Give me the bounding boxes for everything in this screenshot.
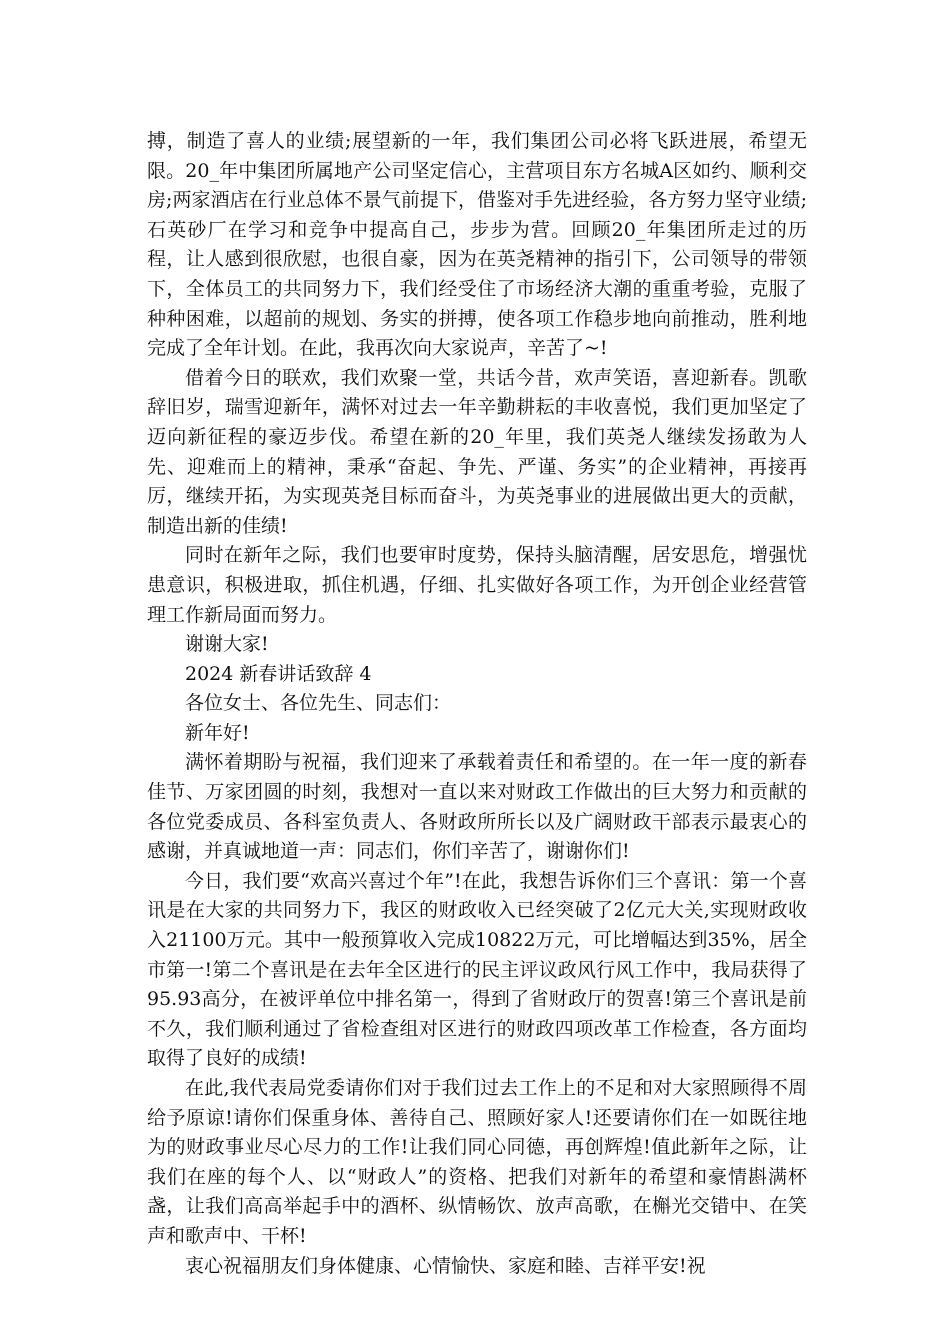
paragraph-10: 在此,我代表局党委请你们对于我们过去工作上的不足和对大家照顾得不周给予原谅!请你们保重身体、善待自己、照顾好家人!还要请你们在一如既往地为的财政事业尽心尽力的工作!让我们同心同德，再创辉煌!值此新年之际，让我们在座的每个人、以“财政人”的资格、把我们对新年的希望和豪情斟满杯盏，让我们高高举起手中的酒杯、纵情畅饮、放声高歌，在槲光交错中、在笑声和歌声中、干杯! — [147, 1077, 807, 1247]
document-body — [147, 127, 807, 1281]
salutation: 各位女士、各位先生、同志们： — [185, 692, 452, 715]
paragraph-1: 搏，制造了喜人的业绩;展望新的一年，我们集团公司必将飞跃进展，希望无限。20_年中集团所属地产公司坚定信心，主营项目东方名城A区如约、顺利交房;两家酒店在行业总体不景气前提下，借鉴对手先进经验，各方努力坚守业绩;石英砂厂在学习和竞争中提高自己，步步为营。回顾20_年集团所走过的历程，让人感到很欣慰，也很自豪，因为在英尧精神的指引下，公司领导的带领下，全体员工的共同努力下，我们经受住了市场经济大潮的重重考验，克服了种种困难，以超前的规划、务实的拼搏，使各项工作稳步地向前推动，胜利地完成了全年计划。在此，我再次向大家说声，辛苦了~! — [147, 130, 807, 360]
closing-thanks: 谢谢大家! — [185, 633, 269, 656]
paragraph-3: 同时在新年之际，我们也要审时度势，保持头脑清醒，居安思危，增强忧患意识，积极进取，抓住机遇，仔细、扎实做好各项工作，为开创企业经营管理工作新局面而努力。 — [147, 544, 807, 626]
paragraph-9: 今日，我们要“欢高兴喜过个年”!在此，我想告诉你们三个喜讯：第一个喜讯是在大家的共同努力下，我区的财政收入已经突破了2亿元大关,实现财政收入21100万元。其中一般预算收入完成10822万元，可比增幅达到35%，居全市第一!第二个喜讯是在去年全区进行的民主评议政风行风工作中，我局获得了95.93高分，在被评单位中排名第一，得到了省财政厅的贺喜!第三个喜讯是前不久，我们顺利通过了省检查组对区进行的财政四项改革工作检查，各方面均取得了良好的成绩! — [147, 869, 807, 1070]
greeting: 新年好! — [185, 721, 250, 744]
paragraph-11: 衷心祝福朋友们身体健康、心情愉快、家庭和睦、吉祥平安!祝 — [185, 1254, 706, 1277]
paragraph-2: 借着今日的联欢，我们欢聚一堂，共话今昔，欢声笑语，喜迎新春。凯歌辞旧岁，瑞雪迎新年，满怀对过去一年辛勤耕耘的丰收喜悦，我们更加坚定了迈向新征程的豪迈步伐。希望在新的20_年里，我们英尧人继续发扬敢为人先、迎难而上的精神，秉承“奋起、争先、严谨、务实”的企业精神，再接再厉，继续开拓，为实现英尧目标而奋斗，为英尧事业的进展做出更大的贡献，制造出新的佳绩! — [147, 366, 807, 537]
paragraph-8: 满怀着期盼与祝福，我们迎来了承载着责任和希望的。在一年一度的新春佳节、万家团圆的时刻，我想对一直以来对财政工作做出的巨大努力和贡献的各位党委成员、各科室负责人、各财政所所长以及广阔财政干部表示最衷心的感谢，并真诚地道一声：同志们，你们辛苦了，谢谢你们! — [147, 751, 807, 863]
section-heading: 2024 新春讲话致辞 4 — [185, 662, 372, 685]
